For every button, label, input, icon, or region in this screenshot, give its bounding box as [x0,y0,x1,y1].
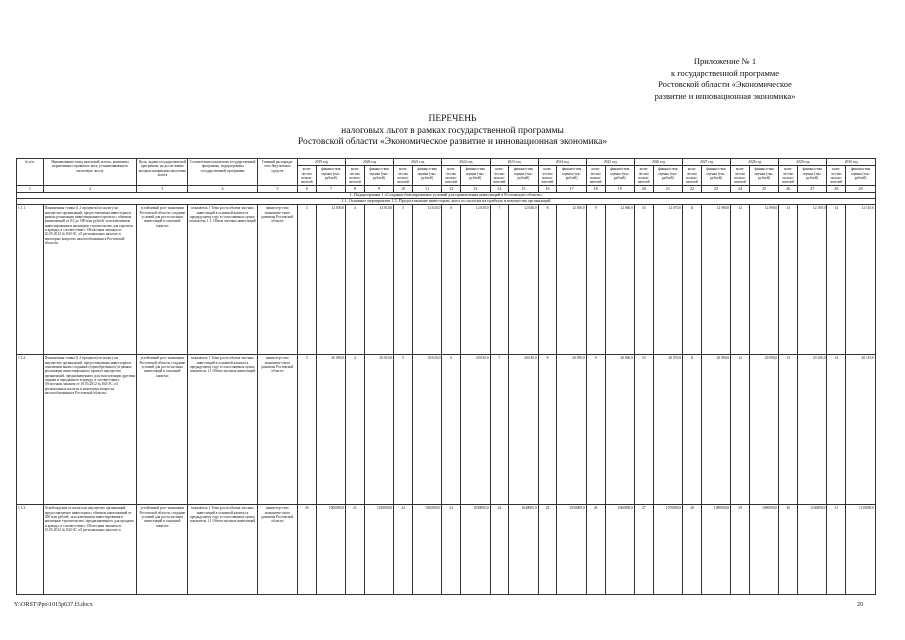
cell-count: 6 [442,205,461,355]
cell-indicator: показатель 1 Темп роста объема частных инвестиций в основной капитал к предыдущему году в сопоставимых ценах; показатель 1.1 Объем частных инвестиций [188,355,258,505]
cell-count: 6 [442,355,461,505]
cell-amount: 12 060,0 [605,205,634,355]
column-number: 8 [346,186,365,193]
cell-count: 9 [586,205,605,355]
column-number: 3 [137,186,188,193]
column-number: 28 [827,186,846,193]
table-row [17,505,876,595]
cell-amount: 1010000,0 [364,505,393,595]
cell-goal: устойчивый рост экономики Ростовской области, создание условий для роста частных инвестиций в основной капитал [137,205,188,355]
cell-amount: 1040000,0 [509,505,538,595]
cell-count: 11 [683,205,702,355]
cell-count: 5 [394,355,413,505]
cell-amount: 1030000,0 [461,505,490,595]
subheader-amount: финансо-вая оценка (тыс. рублей) [316,166,345,186]
header-admin: Главный распоряди-тель бюд-жетных средств [257,159,297,186]
cell-num: 1.1.2. [17,355,44,505]
cell-admin: министер-ство экономиче-ского развития Ростовской области [257,355,297,505]
header-year: 2020 год [346,159,394,166]
footer-path: Y:\ORST\Ppo\1015p637.f3.docx [14,602,93,608]
cell-count: 30 [779,505,798,595]
cell-admin: министер-ство экономиче-ского развития Ростовской области [257,205,297,355]
header-year: 2026 год [634,159,682,166]
subheader-count: коли-чество пользо-вателей [586,166,605,186]
header-year: 2021 год [394,159,442,166]
column-number: 26 [779,186,798,193]
cell-amount: 1080000,0 [701,505,730,595]
appendix-block [595,56,855,102]
column-number: 7 [316,186,345,193]
cell-amount: 12 090,0 [749,205,778,355]
header-num: № п/п. [17,159,44,186]
column-number: 18 [586,186,605,193]
column-number: 27 [798,186,827,193]
cell-amount: 20 030,0 [461,355,490,505]
cell-count: 3 [297,205,316,355]
cell-count: 8 [538,205,557,355]
column-number: 16 [538,186,557,193]
cell-amount: 20 090,0 [749,355,778,505]
column-number: 10 [394,186,413,193]
subheader-amount: финансо-вая оценка (тыс. рублей) [846,166,876,186]
column-number: 29 [846,186,876,193]
cell-amount: 20 020,0 [412,355,441,505]
title-sub: Ростовской области «Экономическое развитие и инновационная экономика» [297,137,608,147]
table-row [17,355,876,505]
column-number: 19 [605,186,634,193]
benefits-table [16,158,876,595]
page-number: 20 [857,602,863,608]
document-title [0,114,905,149]
cell-amount: 1100000,0 [798,505,827,595]
cell-amount: 12 030,0 [461,205,490,355]
column-number: 20 [634,186,653,193]
column-number: 12 [442,186,461,193]
header-row [17,159,876,166]
cell-amount: 1060000,0 [605,505,634,595]
cell-count: 12 [731,355,750,505]
appendix-line: Ростовской области «Экономическое [658,79,792,89]
cell-count: 8 [538,355,557,505]
cell-count: 29 [731,505,750,595]
subheader-amount: финансо-вая оценка (тыс. рублей) [412,166,441,186]
column-number: 15 [509,186,538,193]
header-year: 2027 год [683,159,731,166]
cell-count: 12 [731,205,750,355]
cell-count: 3 [297,355,316,505]
cell-count: 21 [346,505,365,595]
cell-count: 20 [297,505,316,595]
cell-count: 5 [394,205,413,355]
cell-count: 14 [827,205,846,355]
subheader-amount: финансо-вая оценка (тыс. рублей) [461,166,490,186]
subheader-count: коли-чество пользо-вателей [731,166,750,186]
cell-amount: 20 110,0 [846,355,876,505]
column-number: 17 [557,186,586,193]
cell-amount: 1090000,0 [749,505,778,595]
table-row [17,205,876,355]
subheader-amount: финансо-вая оценка (тыс. рублей) [605,166,634,186]
column-number: 1 [17,186,44,193]
subheader-count: коли-чество пользо-вателей [346,166,365,186]
cell-amount: 12 110,0 [846,205,876,355]
header-year: 2029 год [779,159,827,166]
cell-indicator: показатель 1 Темп роста объема частных инвестиций в основной капитал к предыдущему году в сопоставимых ценах; показатель 1.1 Объем частных инвестиций [188,505,258,595]
cell-name: Освобождение от налога на имущество организаций, предоставляемое инвесторам с объемом капвложений от 500 млн рублей, за исключением инвестирования в жилищное строительство, предназначенного для продажи и аренды, в соответствии с Областным законом от 10.05.2012 № 843-ЗС «О региональных налогах и [43,505,137,595]
subheader-count: коли-чество пользо-вателей [490,166,509,186]
header-year: 2030 год [827,159,876,166]
column-number: 5 [257,186,297,193]
cell-amount: 20 050,0 [557,355,586,505]
title-sub: налоговых льгот в рамках государственной программы [341,125,564,136]
header-year: 2019 год [297,159,345,166]
appendix-line: развитие и инновационная экономика» [654,90,796,101]
header-goal: Цель, задачи государствен-ной программы, на дости-жение которых направлена налоговая льгота [137,159,188,186]
subheader-count: коли-чество пользо-вателей [683,166,702,186]
cell-admin: министер-ство экономиче-ского развития Ростовской области [257,505,297,595]
column-number: 25 [749,186,778,193]
cell-amount: 20 070,0 [653,355,682,505]
cell-amount: 1070000,0 [653,505,682,595]
cell-count: 23 [442,505,461,595]
subheader-amount: финансо-вая оценка (тыс. рублей) [749,166,778,186]
cell-count: 25 [538,505,557,595]
cell-count: 4 [346,355,365,505]
column-number: 2 [43,186,137,193]
subheader-amount: финансо-вая оценка (тыс. рублей) [653,166,682,186]
cell-name: Пониженная ставка (1,1 процента) по налогу на имущество организаций, предоставляемая инвесторам в рамках реализации инвестиционного проекта с объемом капвложений от 0,5 до 500 млн рублей, за исключением инвестирования в жилищное строительство для торговли и аренды, в соответствии с Областным законом от 10.05.2012 № 843-ЗС «О региональных налогах и некоторых вопросах налогообложения в Ростовской области» [43,205,137,355]
cell-amount: 12 040,0 [509,205,538,355]
cell-count: 26 [586,505,605,595]
cell-count: 10 [634,205,653,355]
cell-count: 13 [779,205,798,355]
cell-amount: 20 000,0 [316,355,345,505]
cell-amount: 20 080,0 [701,355,730,505]
cell-amount: 1000000,0 [316,505,345,595]
subheader-amount: финансо-вая оценка (тыс. рублей) [557,166,586,186]
column-number: 6 [297,186,316,193]
column-number: 24 [731,186,750,193]
cell-amount: 12 000,0 [316,205,345,355]
section-title: 1. Подпрограмма 1 «Создание благоприятных условий для привлечения инвестиций в Ростовскую область» [17,193,876,199]
title-main: ПЕРЕЧЕНЬ [428,114,477,124]
subheader-count: коли-чество пользо-вателей [538,166,557,186]
cell-goal: устойчивый рост экономики Ростовской области, создание условий для роста частных инвестиций в основной капитал [137,505,188,595]
column-number: 11 [412,186,441,193]
cell-count: 7 [490,205,509,355]
cell-amount: 20 060,0 [605,355,634,505]
subheader-count: коли-чество пользо-вателей [827,166,846,186]
cell-amount: 20 040,0 [509,355,538,505]
cell-num: 1.1.3. [17,505,44,595]
cell-amount: 12 010,0 [364,205,393,355]
cell-amount: 12 100,0 [798,205,827,355]
cell-count: 11 [683,355,702,505]
header-indicator: Соответствие показателю государственной программы, подпрограммы государственной программы [188,159,258,186]
column-number: 22 [683,186,702,193]
cell-amount: 12 070,0 [653,205,682,355]
header-year: 2024 год [538,159,586,166]
cell-amount: 12 050,0 [557,205,586,355]
subheader-amount: финансо-вая оценка (тыс. рублей) [798,166,827,186]
cell-count: 22 [394,505,413,595]
cell-indicator: показатель 1 Темп роста объема частных инвестиций в основной капитал к предыдущему году в сопоставимых ценах; показатель 1.1. Объем частных инвестиций [188,205,258,355]
column-number: 23 [701,186,730,193]
column-number: 4 [188,186,258,193]
cell-amount: 12 080,0 [701,205,730,355]
cell-amount: 1110000,0 [846,505,876,595]
column-number: 21 [653,186,682,193]
column-number: 13 [461,186,490,193]
cell-amount: 20 010,0 [364,355,393,505]
cell-amount: 1020000,0 [412,505,441,595]
appendix-line: Приложение № 1 [693,56,757,66]
section-title: 1.1. Основное мероприятие 1.3. Предоставление инвесторам льгот по налогам на прибыль и имущество организаций [17,199,876,205]
cell-count: 13 [779,355,798,505]
cell-count: 10 [634,355,653,505]
column-numbers-row [17,186,876,193]
cell-count: 7 [490,355,509,505]
cell-goal: устойчивый рост экономики Ростовской области, создание условий для роста частных инвестиций в основной капитал [137,355,188,505]
cell-amount: 1050000,0 [557,505,586,595]
header-year: 2028 год [731,159,779,166]
cell-count: 4 [346,205,365,355]
cell-num: 1.1.1. [17,205,44,355]
subheader-count: коли-чество пользо-вателей [297,166,316,186]
cell-count: 31 [827,505,846,595]
cell-name: Пониженная ставка (1,1 процента) по налогу на имущество организаций, предоставляемая инвесторам в отношении вновь созданного (приобретенного) в рамках реализации инвестиционного проекта имущества организаций, предназначенного для эксплуатации другими лицами и переданного в аренду, в соответствии с Областным законом от 10.05.2012 № 843-ЗС «О региональных налогах и некоторых вопросах налогообложения в Ростовской области» [43,355,137,505]
cell-amount: 12 020,0 [412,205,441,355]
subheader-count: коли-чество пользо-вателей [442,166,461,186]
header-year: 2022 год [442,159,490,166]
cell-amount: 20 100,0 [798,355,827,505]
cell-count: 28 [683,505,702,595]
cell-count: 14 [827,355,846,505]
header-year: 2023 год [490,159,538,166]
subheader-amount: финансо-вая оценка (тыс. рублей) [509,166,538,186]
subheader-count: коли-чество пользо-вателей [634,166,653,186]
cell-count: 24 [490,505,509,595]
column-number: 9 [364,186,393,193]
cell-count: 27 [634,505,653,595]
header-year: 2025 год [586,159,634,166]
header-name: Наименование и вид налоговой льготы, реквизиты нормативного правового акта, устанавливающего налоговую льготу [43,159,137,186]
cell-count: 9 [586,355,605,505]
appendix-line: к государственной программе [670,67,780,78]
column-number: 14 [490,186,509,193]
subheader-amount: финансо-вая оценка (тыс. рублей) [701,166,730,186]
subheader-count: коли-чество пользо-вателей [779,166,798,186]
subheader-amount: финансо-вая оценка (тыс. рублей) [364,166,393,186]
subheader-count: коли-чество пользо-вателей [394,166,413,186]
